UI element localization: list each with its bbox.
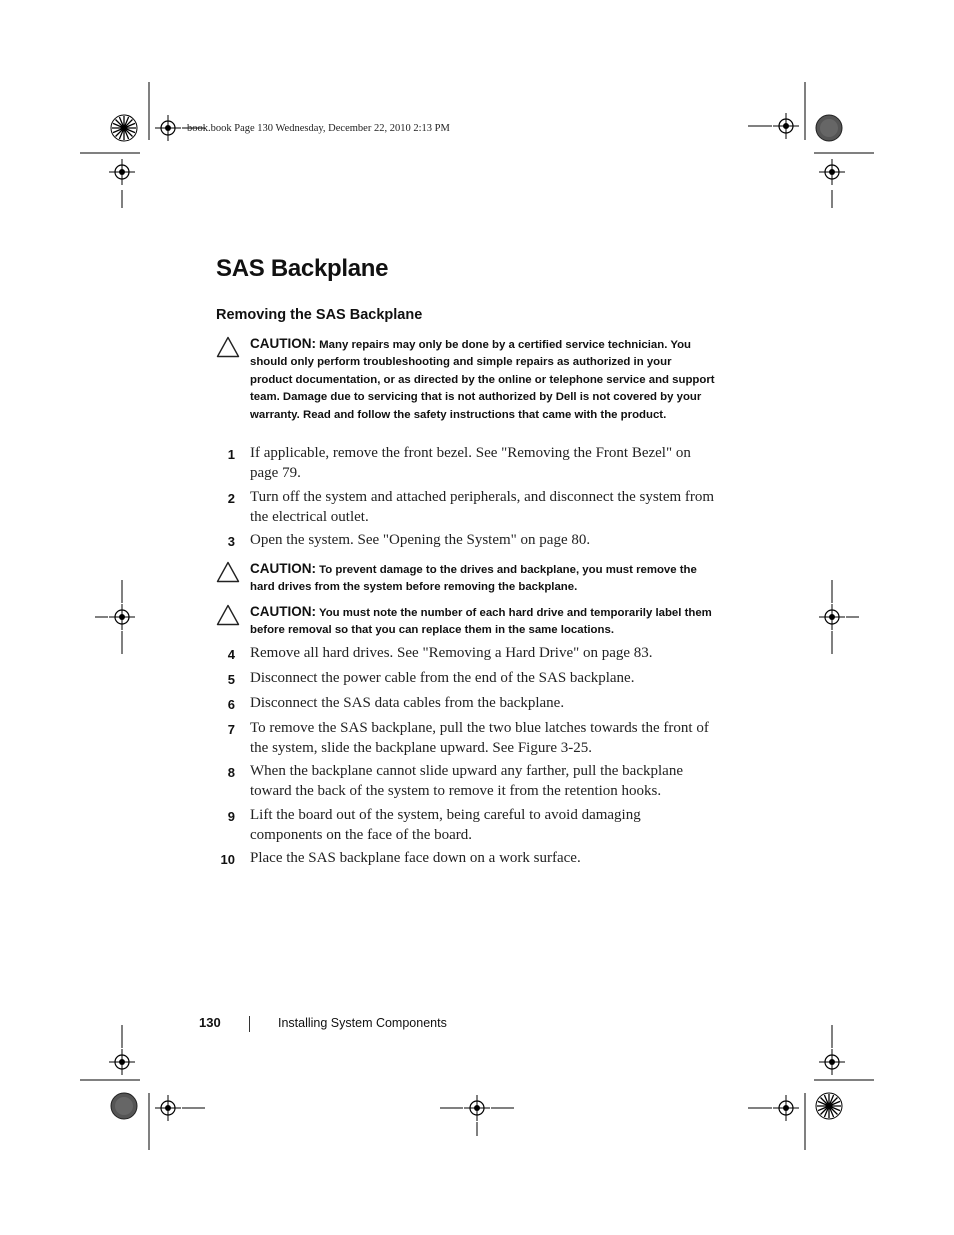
step-number: 8 xyxy=(227,765,235,780)
caution-icon xyxy=(216,561,240,583)
step-text: Disconnect the power cable from the end of the SAS backplane. xyxy=(250,670,635,686)
step-number: 3 xyxy=(227,534,235,549)
step-number: 2 xyxy=(227,491,235,506)
print-header: book.book Page 130 Wednesday, December 22, 2010 2:13 PM xyxy=(187,123,450,134)
list-item xyxy=(216,806,716,845)
list-item xyxy=(216,762,716,801)
caution-text: You must note the number of each hard drive and temporarily label them before removal so that you can replace them in the same locations. xyxy=(250,607,712,637)
step-text: Place the SAS backplane face down on a work surface. xyxy=(250,850,581,866)
step-number: 4 xyxy=(227,647,235,662)
step-number: 9 xyxy=(227,809,235,824)
step-text: If applicable, remove the front bezel. See "Removing the Front Bezel" on page 79. xyxy=(250,445,691,481)
list-item xyxy=(216,531,716,551)
footer-section-name: Installing System Components xyxy=(278,1016,447,1030)
step-number: 5 xyxy=(227,672,235,687)
caution-text: Many repairs may only be done by a certified service technician. You should only perform troubleshooting and simple repairs as authorized in your product documentation, or as directed by the online or telephone service and support team. Damage due to servicing that is not authorized by Dell is not covered by your warranty. Read and follow the safety instructions that came with the product. xyxy=(250,339,715,421)
step-number: 6 xyxy=(227,697,235,712)
step-text: Remove all hard drives. See "Removing a Hard Drive" on page 83. xyxy=(250,645,653,661)
list-item xyxy=(216,849,716,869)
page-number: 130 xyxy=(199,1015,221,1030)
step-text: Turn off the system and attached peripherals, and disconnect the system from the electrical outlet. xyxy=(250,489,715,525)
caution-label: CAUTION: xyxy=(250,561,316,576)
list-item xyxy=(216,719,716,758)
step-text: When the backplane cannot slide upward any farther, pull the backplane toward the back of the system to remove it from the retention hooks. xyxy=(250,763,683,799)
step-text: Open the system. See "Opening the System" on page 80. xyxy=(250,532,591,548)
footer-divider xyxy=(249,1016,250,1032)
caution-label: CAUTION: xyxy=(250,604,316,619)
caution-label: CAUTION: xyxy=(250,336,316,351)
step-number: 7 xyxy=(227,722,235,737)
list-item xyxy=(216,694,716,714)
list-item xyxy=(216,488,716,527)
caution-text: To prevent damage to the drives and backplane, you must remove the hard drives from the system before removing the backplane. xyxy=(250,564,697,594)
list-item xyxy=(216,669,716,689)
caution-icon xyxy=(216,604,240,626)
section-title: Removing the SAS Backplane xyxy=(216,307,423,323)
page-title: SAS Backplane xyxy=(216,255,389,282)
caution-notice xyxy=(216,560,716,597)
step-text: Disconnect the SAS data cables from the backplane. xyxy=(250,695,565,711)
caution-icon xyxy=(216,336,240,358)
list-item xyxy=(216,444,716,483)
list-item xyxy=(216,644,716,664)
step-number: 1 xyxy=(227,447,235,462)
step-text: Lift the board out of the system, being careful to avoid damaging components on the face of the board. xyxy=(250,807,641,843)
caution-notice xyxy=(216,335,716,424)
caution-notice xyxy=(216,603,716,640)
step-number: 10 xyxy=(220,852,235,867)
step-text: To remove the SAS backplane, pull the two blue latches towards the front of the system, slide the backplane upward. See Figure 3-25. xyxy=(250,720,709,756)
